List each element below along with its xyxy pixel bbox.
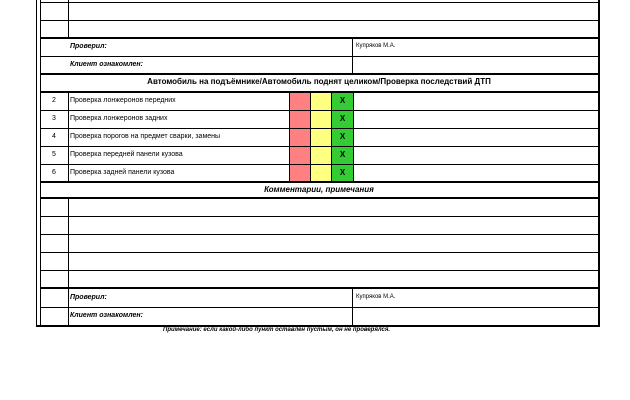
row-label: Проверка лонжеронов задних: [70, 115, 168, 122]
status-col-border: [353, 92, 354, 182]
row-mark: X: [339, 132, 346, 141]
row-line: [40, 37, 600, 39]
row-mark: X: [339, 150, 346, 159]
status-yellow: [311, 111, 331, 128]
right-border: [598, 0, 600, 326]
row-number: 2: [52, 97, 56, 104]
col-divider-lift: [68, 92, 69, 182]
row-mark: X: [339, 114, 346, 123]
status-yellow: [311, 93, 331, 110]
row-label: Проверка задней панели кузова: [70, 169, 175, 176]
row-line: [40, 197, 600, 199]
row-mark: X: [339, 96, 346, 105]
row-label: Проверка порогов на предмет сварки, замены: [70, 133, 221, 140]
row-line: [40, 307, 598, 308]
row-number: 4: [52, 133, 56, 140]
status-yellow: [311, 147, 331, 164]
status-yellow: [311, 129, 331, 146]
comment-row-line: [40, 234, 598, 235]
status-red: [290, 147, 310, 164]
status-yellow: [311, 165, 331, 182]
row-number: 5: [52, 151, 56, 158]
status-red: [290, 129, 310, 146]
comments-section-title: Комментарии, примечания: [264, 185, 374, 194]
footnote: Примечание: если какой-либо пункт оставлен пустым, он не проверялся.: [163, 327, 391, 333]
row-line: [40, 2, 598, 3]
status-red: [290, 111, 310, 128]
row-mark: X: [339, 168, 346, 177]
bottom-checked-value: Купряков М.А.: [356, 294, 396, 300]
status-red: [290, 93, 310, 110]
row-line: [40, 56, 598, 57]
row-number: 6: [52, 169, 56, 176]
lift-section-title: Автомобиль на подъёмнике/Автомобиль поднят целиком/Проверка последствий ДТП: [147, 77, 491, 86]
comment-row-line: [40, 270, 598, 271]
col-divider-top: [68, 0, 69, 38]
left-border-inner: [40, 0, 41, 326]
row-line: [40, 73, 600, 75]
row-label: Проверка лонжеронов передних: [70, 97, 176, 104]
top-checked-label: Проверил:: [70, 43, 107, 50]
top-client-label: Клиент ознакомлен:: [70, 61, 143, 68]
row-number: 3: [52, 115, 56, 122]
top-checked-value: Купряков М.А.: [356, 43, 396, 49]
comment-row-line: [40, 216, 598, 217]
bottom-client-label: Клиент ознакомлен:: [70, 312, 143, 319]
row-label: Проверка передней панели кузова: [70, 151, 183, 158]
row-line: [40, 181, 600, 183]
left-border-outer: [36, 0, 37, 326]
status-red: [290, 165, 310, 182]
comment-row-line: [40, 252, 598, 253]
row-line: [40, 287, 600, 289]
bottom-checked-label: Проверил:: [70, 294, 107, 301]
row-line: [40, 20, 598, 21]
